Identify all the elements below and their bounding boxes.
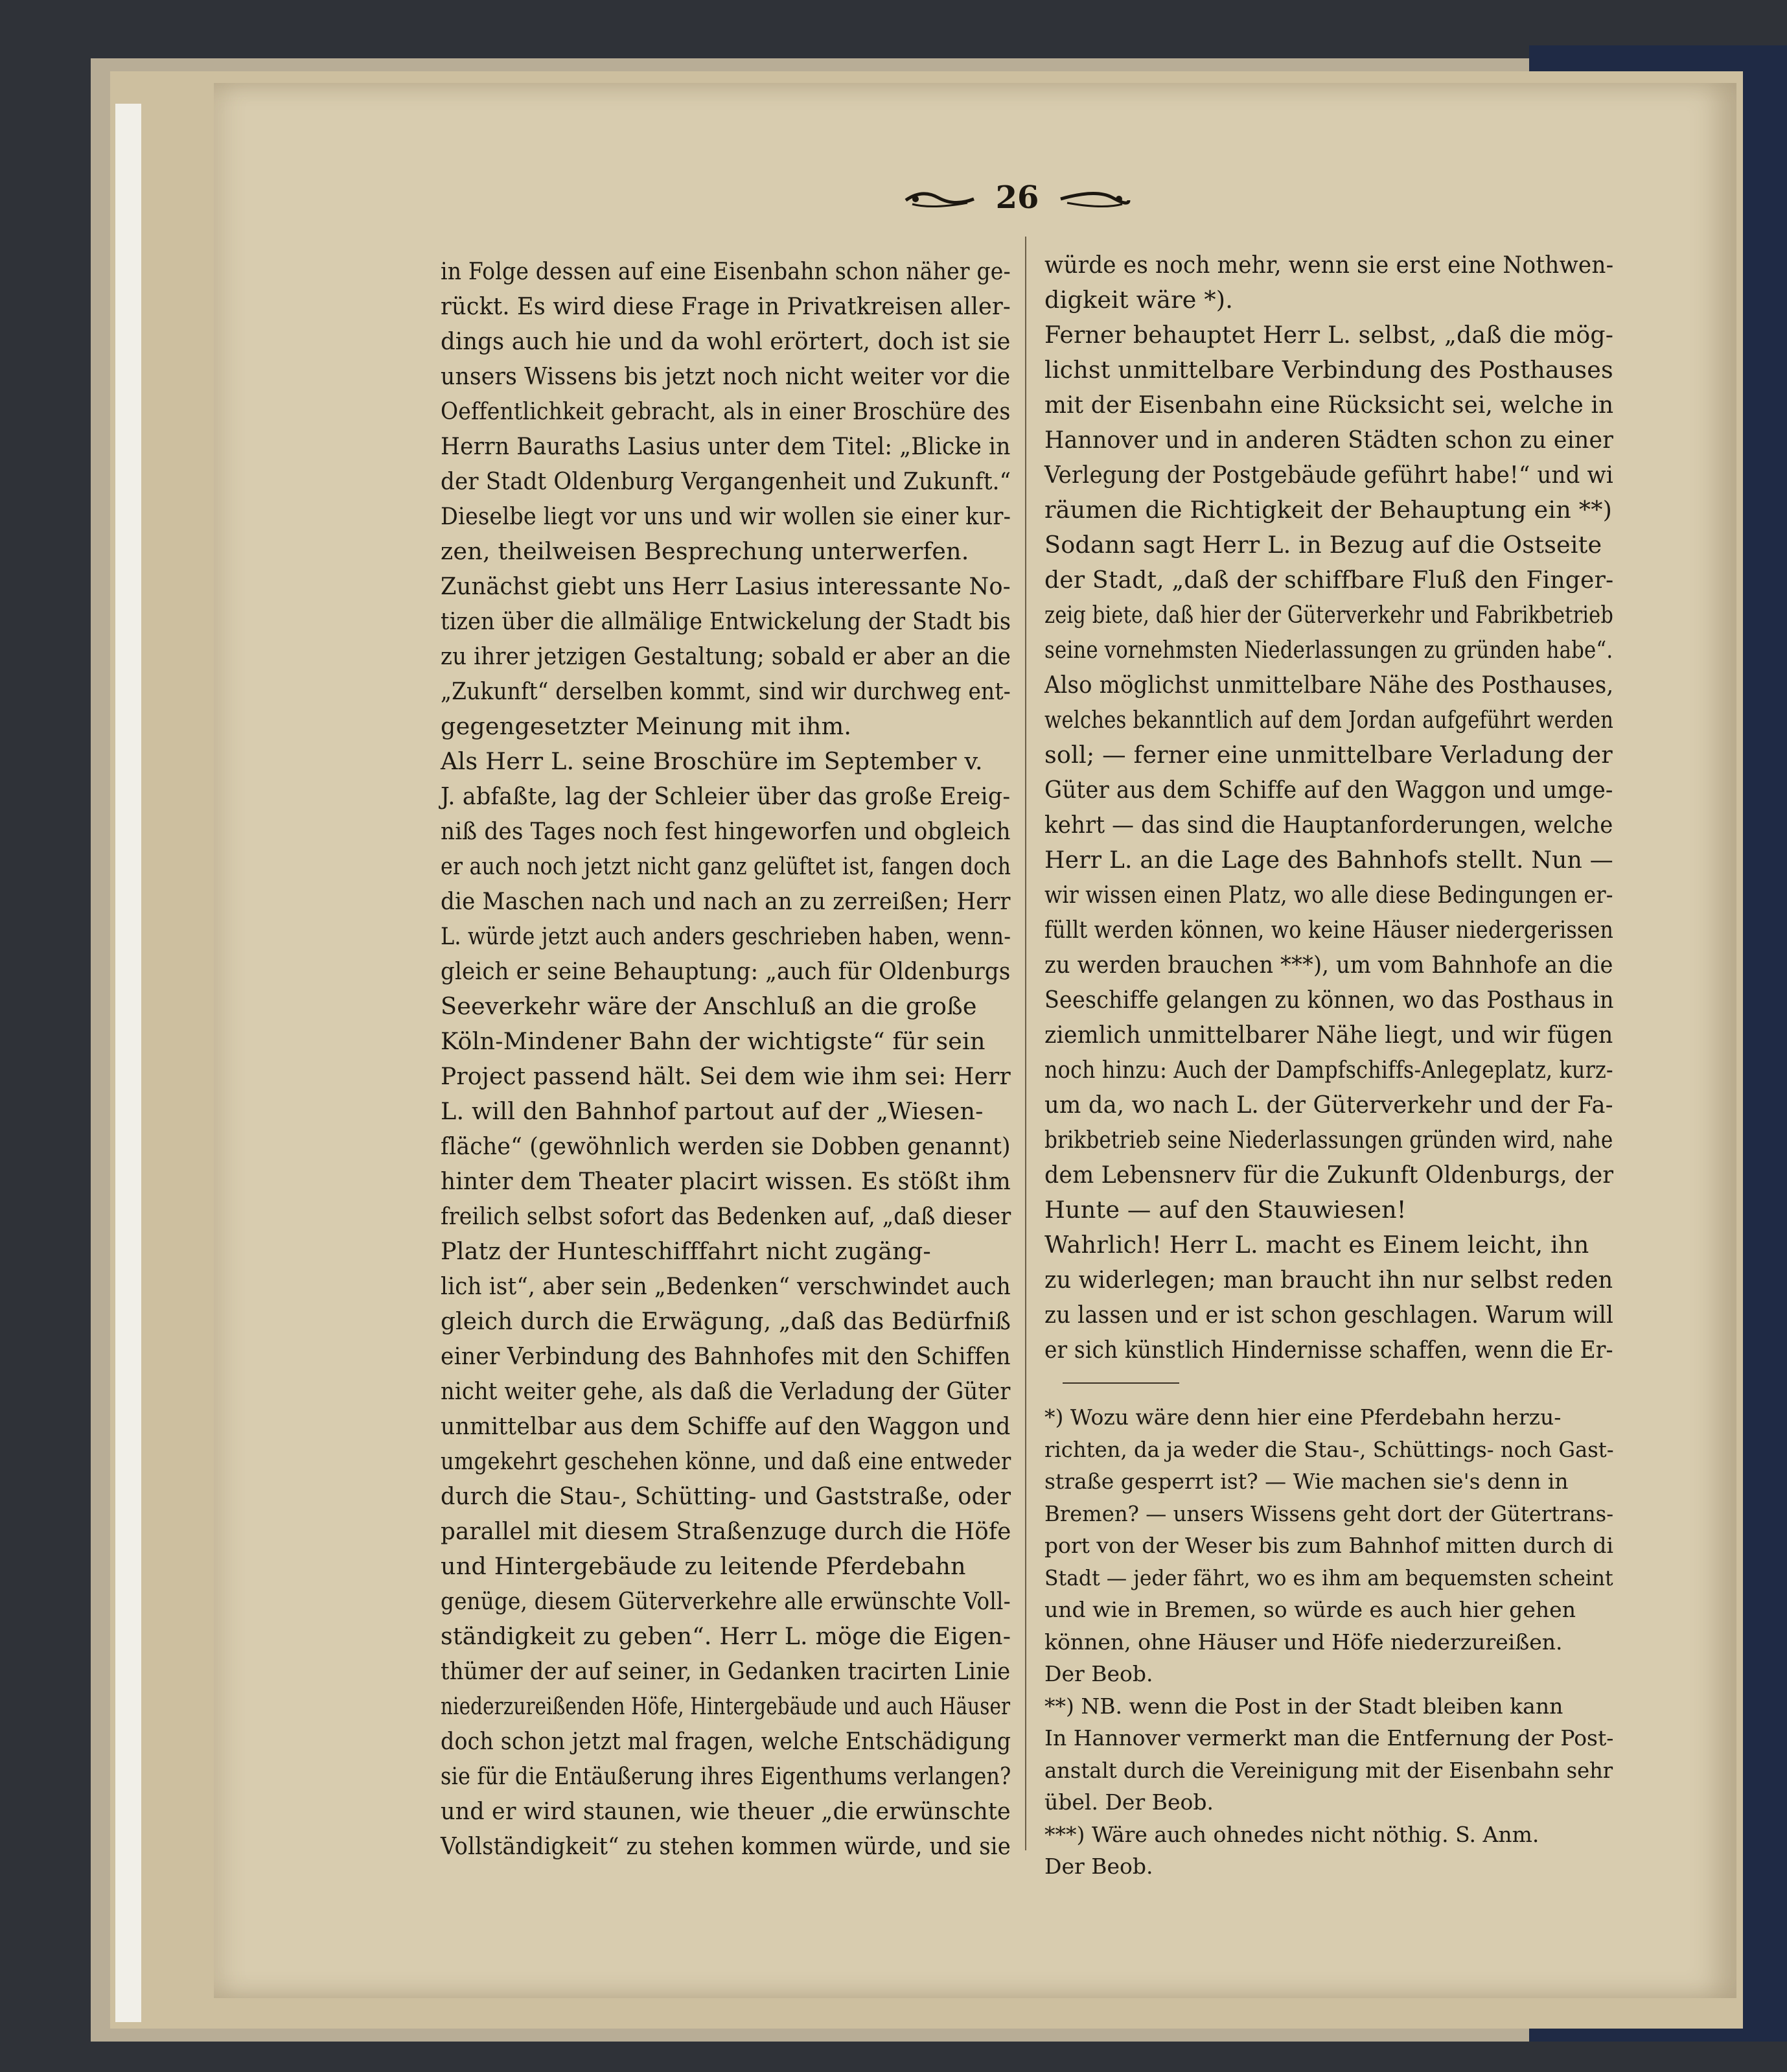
text-line: seine vornehmsten Niederlassungen zu gründen habe“. — [1044, 636, 1613, 664]
text-line: Also möglichst unmittelbare Nähe des Posthauses, — [1044, 671, 1614, 699]
text-line: Zunächst giebt uns Herr Lasius interessante No- — [441, 572, 1011, 600]
text-line: welches bekanntlich auf dem Jordan aufgeführt werden — [1044, 706, 1614, 734]
text-line: L. würde jetzt auch anders geschrieben haben, wenn- — [441, 922, 1011, 950]
footnote-line: Der Beob. — [1044, 1854, 1153, 1879]
text-line: ziemlich unmittelbarer Nähe liegt, und wir fügen — [1044, 1021, 1613, 1049]
text-line: zu widerlegen; man braucht ihn nur selbst reden — [1044, 1266, 1613, 1294]
text-line: Wahrlich! Herr L. macht es Einem leicht, ihn — [1044, 1231, 1589, 1259]
text-line: würde es noch mehr, wenn sie erst eine Nothwen- — [1044, 251, 1614, 279]
footnotes — [1044, 1401, 1613, 1883]
text-line: dings auch hie und da wohl erörtert, doch ist sie — [441, 327, 1011, 355]
text-line: dem Lebensnerv für die Zukunft Oldenburgs, der — [1044, 1161, 1614, 1189]
text-line: einer Verbindung des Bahnhofes mit den Schiffen — [441, 1342, 1011, 1370]
text-line: durch die Stau-, Schütting- und Gaststraße, oder — [441, 1482, 1011, 1510]
text-line: und Hintergebäude zu leitende Pferdebahn — [441, 1552, 966, 1580]
text-line: lich ist“, aber sein „Bedenken“ verschwindet auch — [441, 1272, 1011, 1300]
left-column — [441, 254, 1011, 1864]
footnote-line: können, ohne Häuser und Höfe niederzureißen. — [1044, 1629, 1563, 1655]
footnote-line: Der Beob. — [1044, 1661, 1153, 1686]
page-header — [901, 175, 1134, 220]
text-line: unsers Wissens bis jetzt noch nicht weiter vor die — [441, 362, 1011, 390]
footnote-line: ***) Wäre auch ohnedes nicht nöthig. S. Anm. — [1044, 1821, 1539, 1847]
text-line: gegengesetzter Meinung mit ihm. — [441, 712, 852, 740]
text-line: Dieselbe liegt vor uns und wir wollen sie einer kur- — [441, 502, 1011, 530]
text-line: Ferner behauptet Herr L. selbst, „daß die mög- — [1044, 321, 1614, 349]
text-line: zeig biete, daß hier der Güterverkehr und Fabrikbetrieb — [1044, 601, 1614, 629]
text-line: räumen die Richtigkeit der Behauptung ein **) — [1044, 496, 1613, 524]
footnote-line: Stadt — jeder fährt, wo es ihm am bequemsten scheint — [1044, 1565, 1613, 1590]
text-line: nicht weiter gehe, als daß die Verladung der Güter — [441, 1377, 1011, 1405]
text-line: Platz der Hunteschifffahrt nicht zugäng- — [441, 1237, 931, 1265]
text-line: L. will den Bahnhof partout auf der „Wiesen- — [441, 1097, 984, 1125]
footnote-line: straße gesperrt ist? — Wie machen sie's denn in — [1044, 1469, 1569, 1494]
text-line: zu werden brauchen ***), um vom Bahnhofe an die — [1044, 951, 1613, 979]
text-line: gleich er seine Behauptung: „auch für Oldenburgs — [441, 957, 1011, 985]
text-line: „Zukunft“ derselben kommt, sind wir durchweg ent- — [441, 677, 1011, 705]
text-line: Project passend hält. Sei dem wie ihm sei: Herr — [441, 1062, 1011, 1090]
column-divider — [1025, 237, 1026, 1850]
footnote-rule — [1063, 1382, 1179, 1384]
footnote-line: port von der Weser bis zum Bahnhof mitten durch di — [1044, 1533, 1614, 1558]
text-line: sie für die Entäußerung ihres Eigenthums verlangen? — [441, 1762, 1011, 1790]
text-line: brikbetrieb seine Niederlassungen gründen wird, nahe — [1044, 1126, 1613, 1154]
footnote-line: *) Wozu wäre denn hier eine Pferdebahn herzu- — [1044, 1404, 1562, 1430]
footnote-line: Bremen? — unsers Wissens geht dort der Gütertrans- — [1044, 1500, 1614, 1526]
text-line: Oeffentlichkeit gebracht, als in einer Broschüre des — [441, 397, 1011, 425]
right-column — [1044, 248, 1613, 1368]
text-line: er auch noch jetzt nicht ganz gelüftet ist, fangen doch — [441, 852, 1011, 880]
page-number: 26 — [995, 180, 1039, 216]
text-line: in Folge dessen auf eine Eisenbahn schon näher ge- — [441, 257, 1011, 285]
text-line: freilich selbst sofort das Bedenken auf, „daß dieser — [441, 1202, 1011, 1230]
text-line: unmittelbar aus dem Schiffe auf den Waggon und — [441, 1412, 1011, 1440]
text-line: fläche“ (gewöhnlich werden sie Dobben genannt) — [441, 1132, 1011, 1160]
footnote-line: **) NB. wenn die Post in der Stadt bleiben kann — [1044, 1693, 1563, 1719]
text-line: Verlegung der Postgebäude geführt habe!“ und wi — [1044, 461, 1613, 489]
text-line: hinter dem Theater placirt wissen. Es stößt ihm — [441, 1167, 1011, 1195]
text-line: Herrn Bauraths Lasius unter dem Titel: „Blicke in — [441, 432, 1011, 460]
text-line: J. abfaßte, lag der Schleier über das große Ereig- — [441, 782, 1011, 810]
footnote-line: richten, da ja weder die Stau-, Schüttings- noch Gast- — [1044, 1436, 1614, 1462]
text-line: lichst unmittelbare Verbindung des Posthauses — [1044, 356, 1613, 384]
white-strip — [115, 104, 141, 2022]
text-line: zen, theilweisen Besprechung unterwerfen. — [441, 537, 969, 565]
text-line: Seeschiffe gelangen zu können, wo das Posthaus in — [1044, 986, 1614, 1014]
text-line: Köln-Mindener Bahn der wichtigste“ für sein — [441, 1027, 986, 1055]
text-line: zu ihrer jetzigen Gestaltung; sobald er aber an die — [441, 642, 1011, 670]
text-line: genüge, diesem Güterverkehre alle erwünschte Voll- — [441, 1587, 1011, 1615]
text-line: noch hinzu: Auch der Dampfschiffs-Anlegeplatz, kurz- — [1044, 1056, 1613, 1084]
footnote-line: und wie in Bremen, so würde es auch hier gehen — [1044, 1597, 1576, 1622]
text-line: thümer der auf seiner, in Gedanken tracirten Linie — [441, 1657, 1011, 1685]
footnote-line: übel. Der Beob. — [1044, 1789, 1214, 1815]
right-ornament-icon — [1054, 185, 1132, 211]
text-line: rückt. Es wird diese Frage in Privatkreisen aller- — [441, 292, 1011, 320]
text-line: Vollständigkeit“ zu stehen kommen würde, und sie — [441, 1832, 1011, 1860]
text-line: niederzureißenden Höfe, Hintergebäude und auch Häuser — [441, 1692, 1011, 1720]
text-line: digkeit wäre *). — [1044, 286, 1234, 314]
footnote-line: anstalt durch die Vereinigung mit der Eisenbahn sehr — [1044, 1757, 1613, 1783]
text-line: soll; — ferner eine unmittelbare Verladung der — [1044, 741, 1613, 769]
text-line: Hannover und in anderen Städten schon zu einer — [1044, 426, 1614, 454]
text-line: zu lassen und er ist schon geschlagen. Warum will — [1044, 1301, 1614, 1329]
text-line: kehrt — das sind die Hauptanforderungen, welche — [1044, 811, 1613, 839]
text-line: der Stadt, „daß der schiffbare Fluß den Finger- — [1044, 566, 1614, 594]
text-line: niß des Tages noch fest hingeworfen und obgleich — [441, 817, 1011, 845]
text-line: um da, wo nach L. der Güterverkehr und der Fa- — [1044, 1091, 1613, 1119]
text-line: der Stadt Oldenburg Vergangenheit und Zukunft.“ — [441, 467, 1011, 495]
text-line: und er wird staunen, wie theuer „die erwünschte — [441, 1797, 1011, 1825]
text-line: Als Herr L. seine Broschüre im September v. — [441, 747, 983, 775]
text-line: Sodann sagt Herr L. in Bezug auf die Ostseite — [1044, 531, 1602, 559]
text-line: gleich durch die Erwägung, „daß das Bedürfniß — [441, 1307, 1011, 1335]
text-line: Herr L. an die Lage des Bahnhofs stellt. Nun — — [1044, 846, 1613, 874]
text-line: Seeverkehr wäre der Anschluß an die große — [441, 992, 977, 1020]
text-line: doch schon jetzt mal fragen, welche Entschädigung — [441, 1727, 1011, 1755]
text-line: parallel mit diesem Straßenzuge durch die Höfe — [441, 1517, 1011, 1545]
text-line: er sich künstlich Hindernisse schaffen, wenn die Er- — [1044, 1336, 1613, 1364]
text-line: die Maschen nach und nach an zu zerreißen; Herr — [441, 887, 1011, 915]
text-line: Hunte — auf den Stauwiesen! — [1044, 1196, 1407, 1224]
text-line: ständigkeit zu geben“. Herr L. möge die Eigen- — [441, 1622, 1011, 1650]
text-line: umgekehrt geschehen könne, und daß eine entweder — [441, 1447, 1011, 1475]
text-line: tizen über die allmälige Entwickelung der Stadt bis — [441, 607, 1011, 635]
footnote-line: In Hannover vermerkt man die Entfernung der Post- — [1044, 1725, 1614, 1751]
left-ornament-icon — [903, 185, 980, 211]
text-line: füllt werden können, wo keine Häuser niedergerissen — [1044, 916, 1614, 944]
text-line: mit der Eisenbahn eine Rücksicht sei, welche in — [1044, 391, 1614, 419]
text-line: Güter aus dem Schiffe auf den Waggon und umge- — [1044, 776, 1613, 804]
text-line: wir wissen einen Platz, wo alle diese Bedingungen er- — [1044, 881, 1613, 909]
